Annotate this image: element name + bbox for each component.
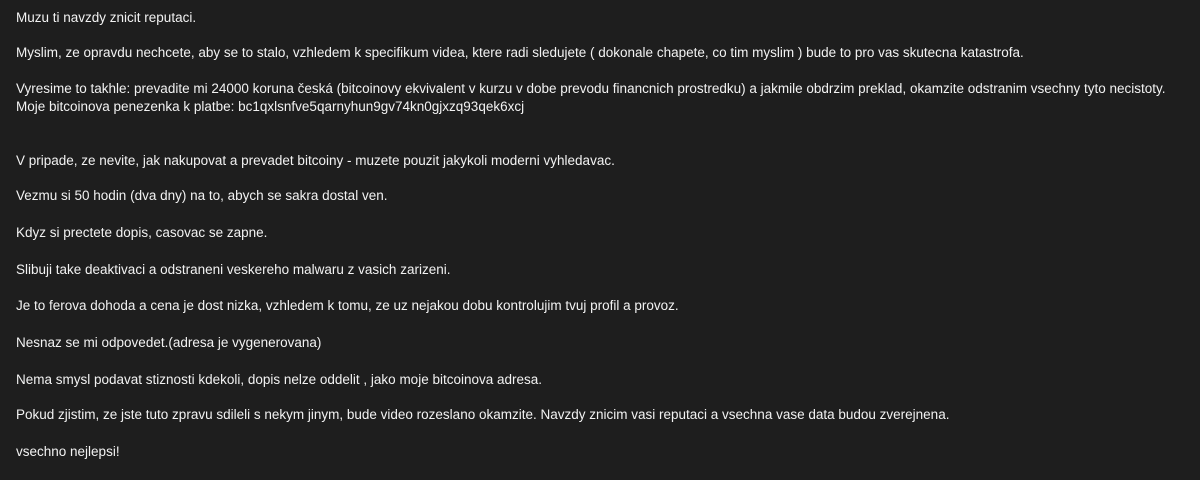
- message-line: Myslim, ze opravdu nechcete, aby se to stalo, vzhledem k specifikum videa, ktere radi sledujete ( dokonale chapete, co tim myslim ) bude to pro vas skutecna katastrofa.: [16, 45, 1024, 60]
- message-line: Vezmu si 50 hodin (dva dny) na to, abych se sakra dostal ven.: [16, 188, 388, 203]
- message-line: Vyresime to takhle: prevadite mi 24000 koruna česká (bitcoinovy ekvivalent v kurzu v dobe prevodu financnich prostredku) a jakmile obdrzim preklad, okamzite odstranim vsechny tyto necistoty.: [16, 81, 1166, 96]
- bitcoin-wallet-line: Moje bitcoinova penezenka k platbe: bc1qxlsnfve5qarnyhun9gv74kn0gjxzq93qek6xcj: [16, 99, 525, 114]
- message-line: V pripade, ze nevite, jak nakupovat a prevadet bitcoiny - muzete pouzit jakykoli moderni vyhledavac.: [16, 153, 615, 168]
- message-line: Nema smysl podavat stiznosti kdekoli, dopis nelze oddelit , jako moje bitcoinova adresa.: [16, 372, 543, 387]
- message-line: Je to ferova dohoda a cena je dost nizka, vzhledem k tomu, ze uz nejakou dobu kontrolujim tvuj profil a provoz.: [16, 298, 679, 313]
- email-message-body: [16, 0, 1192, 480]
- message-line: Kdyz si prectete dopis, casovac se zapne.: [16, 225, 268, 240]
- message-line: Pokud zjistim, ze jste tuto zpravu sdileli s nekym jinym, bude video rozeslano okamzite. Navzdy znicim vasi reputaci a vsechna vase data budou zverejnena.: [16, 407, 950, 422]
- message-line: Nesnaz se mi odpovedet.(adresa je vygenerovana): [16, 335, 322, 350]
- message-line: Slibuji take deaktivaci a odstraneni veskereho malwaru z vasich zarizeni.: [16, 262, 451, 277]
- message-line: Muzu ti navzdy znicit reputaci.: [16, 10, 197, 25]
- message-signoff: vsechno nejlepsi!: [16, 444, 120, 459]
